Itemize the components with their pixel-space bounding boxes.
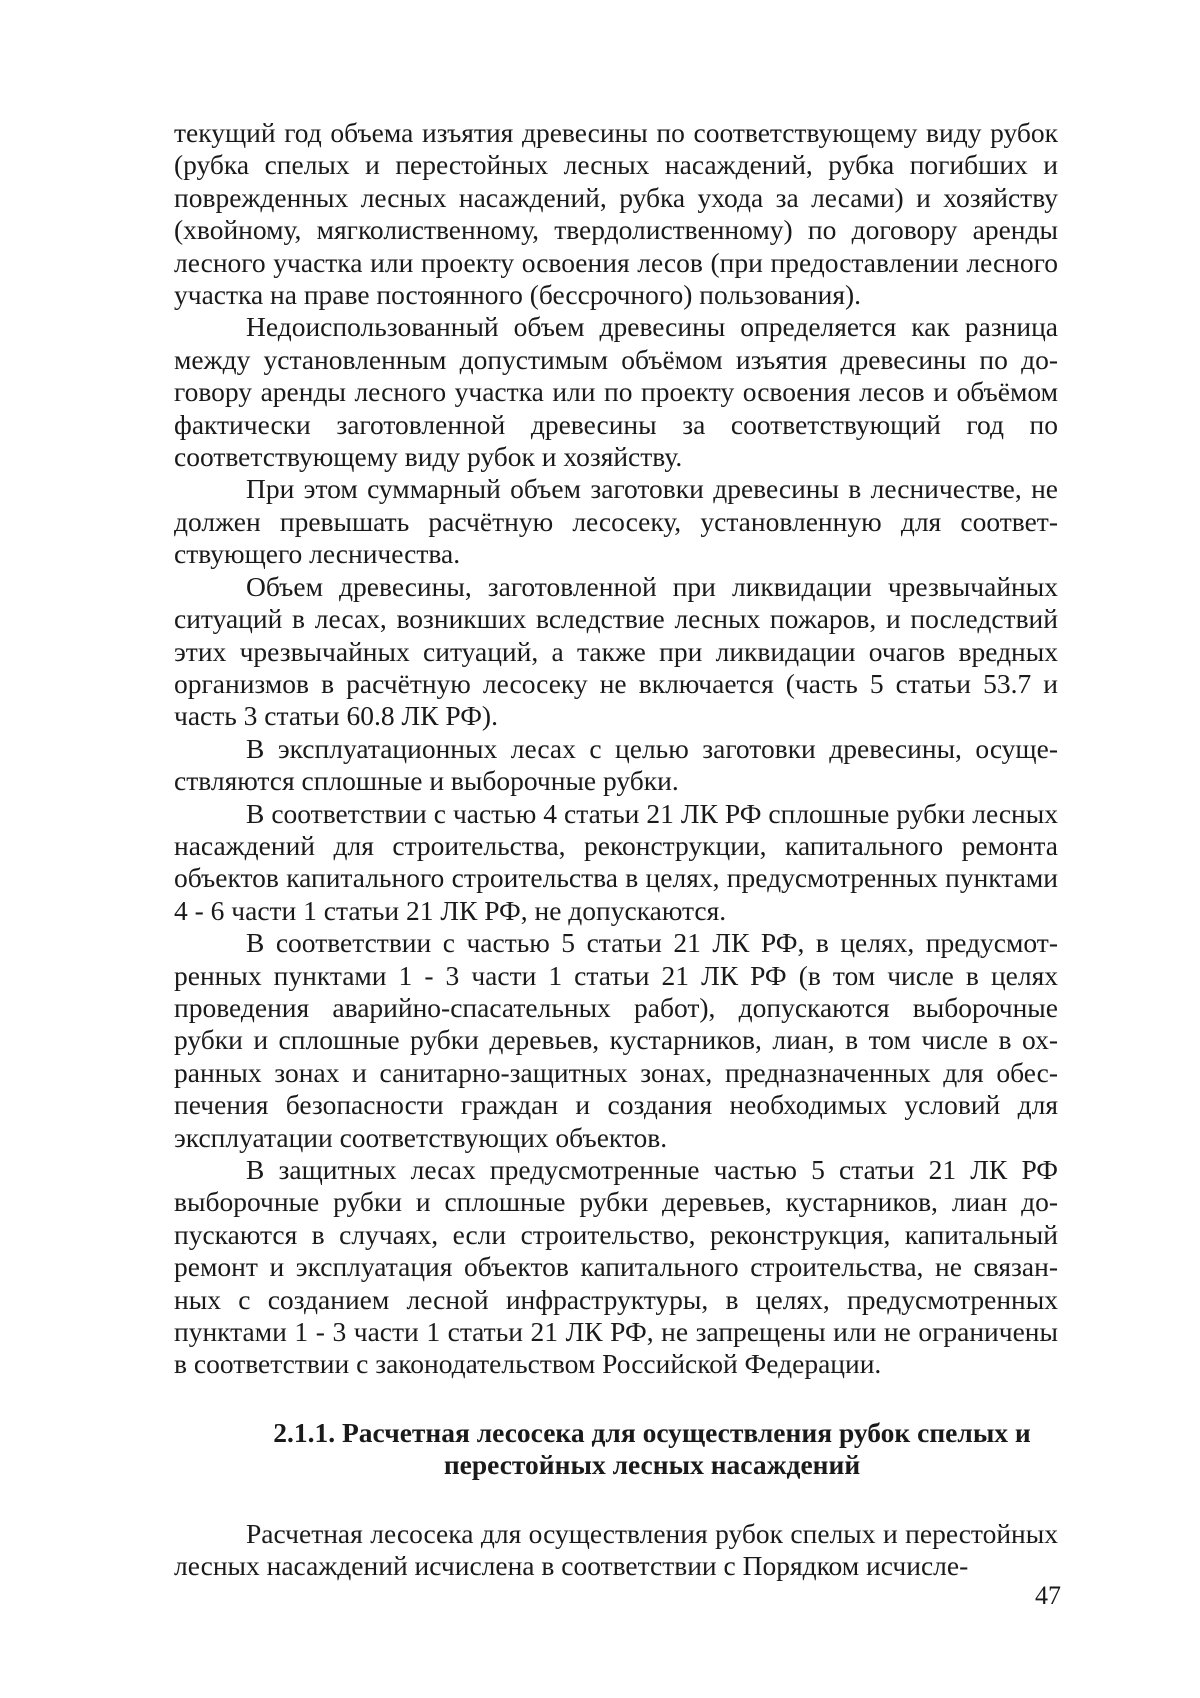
paragraph-3: При этом суммарный объем заготовки древесины в лесничестве, не должен превышать расчётную лесосеку, установленную для соответствующего лесничества. — [174, 473, 1058, 570]
page-number: 47 — [1035, 1581, 1061, 1610]
paragraph-6: В соответствии с частью 4 статьи 21 ЛК РФ сплошные рубки лесных насаждений для строительства, реконструкции, капитального ремонта объектов капитального строительства в целях, предусмотренных пунктами 4 - 6 части 1 статьи 21 ЛК РФ, не допускаются. — [174, 797, 1058, 926]
section-heading-line-1: 2.1.1. Расчетная лесосека для осуществления рубок спелых и — [273, 1416, 1031, 1448]
paragraph-4: Объем древесины, заготовленной при ликвидации чрезвычайных ситуаций в лесах, возникших вследствие лесных пожаров, и последствий этих чрезвычайных ситуаций, а также при ликвидации очагов вредных организмов в расчётную лесосеку не включается (часть 5 статьи 53.7 и часть 3 статьи 60.8 ЛК РФ). — [174, 570, 1058, 732]
closing-paragraph: Расчетная лесосека для осуществления рубок спелых и перестойных лесных насаждений исчислена в соответствии с Порядком исчисле- — [174, 1517, 1058, 1582]
paragraph-5: В эксплуатационных лесах с целью заготовки древесины, осуществляются сплошные и выборочные рубки. — [174, 732, 1058, 797]
section-heading — [174, 1417, 1058, 1482]
paragraph-1: текущий год объема изъятия древесины по соответствующему виду рубок (рубка спелых и перестойных лесных насаждений, рубка погибших и поврежденных лесных насаждений, рубка ухода за лесами) и хозяйству (хвойному, мягколиственному, твердолиственному) по договору аренды лесного участка или проекту освоения лесов (при предоставлении лесного участка на праве постоянного (бессрочного) пользования). — [174, 117, 1058, 311]
paragraph-7: В соответствии с частью 5 статьи 21 ЛК РФ, в целях, предусмотренных пунктами 1 - 3 части 1 статьи 21 ЛК РФ (в том числе в целях проведения аварийно-спасательных работ), допускаются выборочные рубки и сплошные рубки деревьев, кустарников, лиан, в том числе в охранных зонах и санитарно-защитных зонах, предназначенных для обеспечения безопасности граждан и создания необходимых условий для эксплуатации соответствующих объектов. — [174, 927, 1058, 1153]
paragraph-8: В защитных лесах предусмотренные частью 5 статьи 21 ЛК РФ выборочные рубки и сплошные рубки деревьев, кустарников, лиан допускаются в случаях, если строительство, реконструкция, капитальный ремонт и эксплуатация объектов капитального строительства, не связанных с созданием лесной инфраструктуры, в целях, предусмотренных пунктами 1 - 3 части 1 статьи 21 ЛК РФ, не запрещены или не ограничены в соответствии с законодательством Российской Федерации. — [174, 1154, 1058, 1380]
paragraph-2: Недоиспользованный объем древесины определяется как разница между установленным допустимым объёмом изъятия древесины по договору аренды лесного участка или по проекту освоения лесов и объёмом фактически заготовленной древесины за соответствующий год по соответствующему виду рубок и хозяйству. — [174, 311, 1058, 473]
section-heading-line-2: перестойных лесных насаждений — [443, 1449, 861, 1481]
document-page — [174, 117, 1058, 1582]
